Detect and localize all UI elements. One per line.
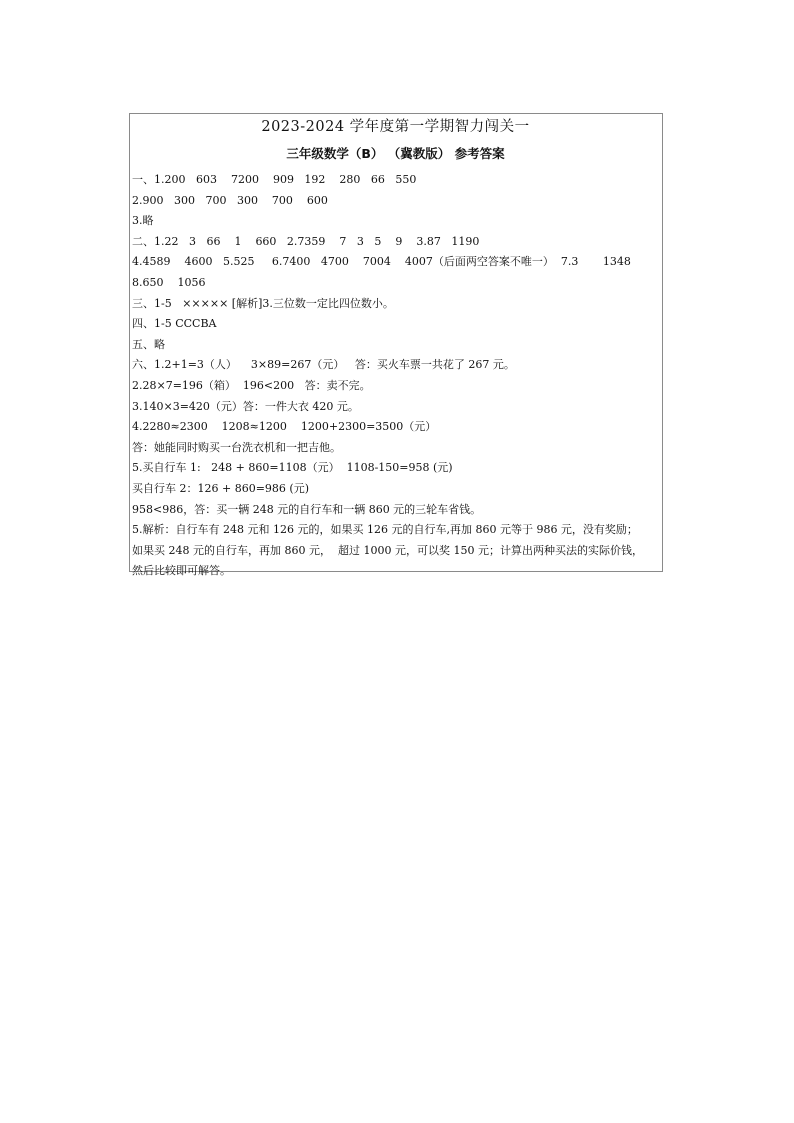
answer-line: 3.略: [132, 214, 154, 228]
answer-line: 答：她能同时购买一台洗衣机和一把吉他。: [132, 440, 341, 454]
answer-line: 5.解析：自行车有 248 元和 126 元的，如果买 126 元的自行车,再加 860 元等于 986 元，没有奖励；: [132, 523, 638, 537]
answer-line: 三、1-5 ××××× [解析]3.三位数一定比四位数小。: [132, 296, 394, 310]
answer-line: 一、1.200 603 7200 909 192 280 66 550: [132, 173, 417, 186]
answer-line: 958<986，答：买一辆 248 元的自行车和一辆 860 元的三轮车省钱。: [132, 502, 482, 516]
answer-line: 买自行车 2：126 + 860=986 (元): [132, 481, 309, 495]
answer-key-box: [129, 113, 663, 578]
answer-line: 3.140×3=420（元）答：一件大衣 420 元。: [132, 399, 359, 413]
answer-line: 然后比较即可解答。: [132, 564, 231, 578]
answer-line: 二、1.22 3 66 1 660 2.7359 7 3 5 9 3.87 1190: [132, 234, 480, 248]
answer-line: 8.650 1056: [132, 275, 206, 289]
answer-line: 4.2280≈2300 1208≈1200 1200+2300=3500（元）: [132, 420, 437, 434]
answer-line: 2.28×7=196（箱） 196<200 答：卖不完。: [132, 378, 371, 392]
answer-line: 五、略: [132, 337, 165, 351]
document-subtitle: 三年级数学（B） （冀教版） 参考答案: [286, 146, 505, 161]
answer-line: 六、1.2+1=3（人） 3×89=267（元） 答：买火车票一共花了 267 元。: [132, 358, 515, 372]
answer-line: 如果买 248 元的自行车，再加 860 元， 超过 1000 元，可以奖 150 元；计算出两种买法的实际价钱，: [132, 543, 643, 557]
document-title: 2023-2024 学年度第一学期智力闯关一: [261, 119, 530, 135]
answer-line: 5.买自行车 1: 248 + 860=1108（元） 1108-150=958 (元): [132, 461, 453, 475]
answer-list: [132, 170, 659, 582]
answer-line: 2.900 300 700 300 700 600: [132, 193, 328, 207]
answer-line: 四、1-5 CCCBA: [132, 317, 217, 331]
answer-line: 4.4589 4600 5.525 6.7400 4700 7004 4007（后面两空答案不唯一） 7.3 1348: [132, 255, 631, 269]
